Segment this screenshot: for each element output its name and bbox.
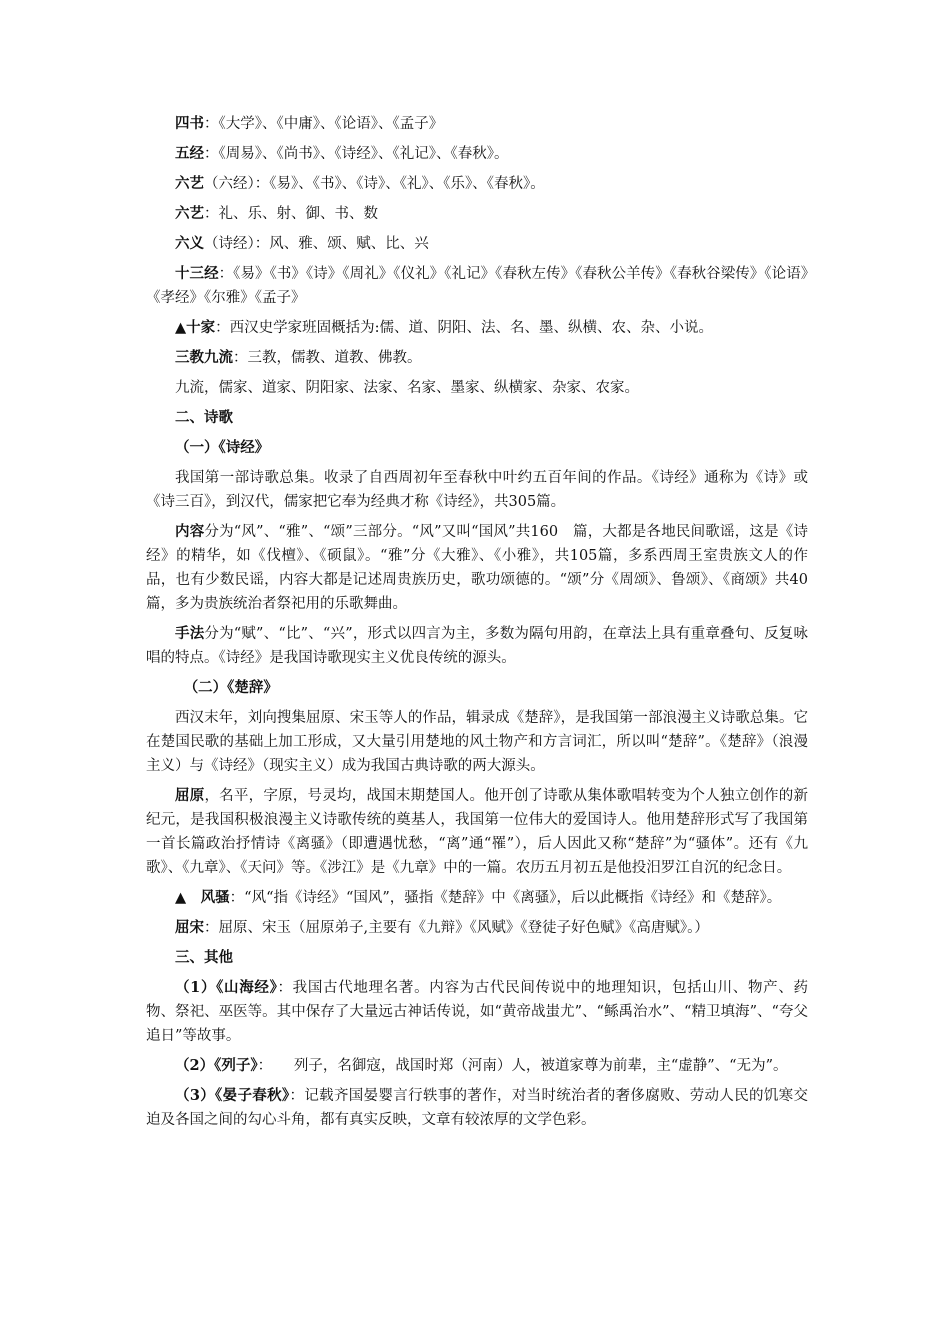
paragraph-chuci-intro: 西汉末年，刘向搜集屈原、宋玉等人的作品，辑录成《楚辞》，是我国第一部浪漫主义诗歌总集。它在楚国民歌的基础上加工形成，又大量引用楚地的风土物产和方言词汇，所以叫“楚辞”。《楚辞》（浪漫主义）与《诗经》（现实主义）成为我国古典诗歌的两大源头。	[146, 710, 808, 774]
paragraph-fengsao	[146, 886, 808, 910]
label-qusong: 屈宋	[175, 919, 204, 936]
line-jiuliu: 九流，儒家、道家、阴阳家、法家、名家、墨家、纵横家、杂家、农家。	[175, 380, 639, 396]
label-technique: 手法	[175, 625, 205, 642]
label-content: 内容	[175, 523, 205, 540]
label-liezi: （2）《列子》	[175, 1057, 258, 1074]
text-yanzi: ：记载齐国晏婴言行轶事的著作，对当时统治者的奢侈腐败、劳动人民的饥寒交迫及各国之间的勾心斗角，都有真实反映，文章有较浓厚的文学色彩。	[146, 1088, 808, 1128]
label-wujing: 五经	[175, 145, 204, 162]
text-shijia: ：西汉史学家班固概括为:儒、道、阴阳、法、名、墨、纵横、农、杂、小说。	[215, 320, 714, 336]
paragraph-quyuan	[146, 784, 808, 880]
text-liuyi-3: （诗经）：风、雅、颂、赋、比、兴	[204, 236, 429, 252]
label-liuyi-2: 六艺	[175, 205, 204, 222]
paragraph-shijing-technique	[146, 622, 808, 670]
document-page	[146, 112, 823, 1138]
label-sishu: 四书	[175, 115, 204, 132]
text-sanjiao: ：三教，儒教、道教、佛教。	[233, 350, 422, 366]
subsection-title-shijing: （一）《诗经》	[175, 439, 270, 456]
text-sishu: ：《大学》、《中庸》、《论语》、《孟子》	[204, 116, 444, 132]
subsection-title-chuci: （二）《楚辞》	[183, 679, 278, 696]
text-liuyi-2: ：礼、乐、射、御、书、数	[204, 206, 378, 222]
line-liuyi-liujing	[146, 172, 808, 196]
text-content: 分为“风”、“雅”、“颂”三部分。“风”又叫“国风”共160 篇，大都是各地民间歌谣，这是《诗经》的精华，如《伐檀》、《硕鼠》。“雅”分《大雅》、《小雅》，共105篇，多系西周王室贵族文人的作品，也有少数民谣，内容大都是记述周贵族历史，歌功颂德的。“颂”分《周颂》、鲁颂》、《商颂》共40 篇，多为贵族统治者祭祀用的乐歌舞曲。	[146, 524, 823, 612]
line-wujing	[146, 142, 808, 166]
label-shisanjing: 十三经	[175, 265, 219, 282]
label-quyuan: 屈原	[175, 787, 205, 804]
paragraph-yanzi	[146, 1084, 808, 1132]
paragraph-liezi	[146, 1054, 808, 1078]
label-yanzi: （3）《晏子春秋》	[175, 1087, 290, 1104]
label-liuyi-3: 六义	[175, 235, 204, 252]
section-title-others: 三、其他	[175, 949, 233, 966]
text-shisanjing: ：《易》《书》《诗》《周礼》《仪礼》《礼记》《春秋左传》《春秋公羊传》《春秋谷梁传》《论语》《孝经》《尔雅》《孟子》	[146, 266, 808, 306]
paragraph-shijing-content	[146, 520, 823, 616]
text-wujing: ：《周易》、《尚书》、《诗经》、《礼记》、《春秋》。	[204, 146, 509, 162]
label-shijia: ▲十家	[175, 319, 216, 336]
label-sanjiao: 三教九流	[175, 349, 233, 366]
text-technique: 分为“赋”、“比”、“兴”，形式以四言为主，多数为隔句用韵，在章法上具有重章叠句、反复咏唱的特点。《诗经》是我国诗歌现实主义优良传统的源头。	[146, 626, 809, 666]
section-title-poetry: 二、诗歌	[175, 409, 233, 426]
text-liuyi-1: （六经）：《易》、《书》、《诗》、《礼》、《乐》、《春秋》。	[204, 176, 545, 192]
label-shanhaijing: （1）《山海经》	[175, 979, 278, 996]
text-fengsao: ：“风“指《诗经》“国风”，骚指《楚辞》中《离骚》，后以此概指《诗经》和《楚辞》。	[229, 890, 782, 906]
text-shanhaijing: ：我国古代地理名著。内容为古代民间传说中的地理知识，包括山川、物产、药物、祭祀、巫医等。其中保存了大量远古神话传说，如“黄帝战蚩尤”、“鲧禹治水”、“精卫填海”、“夸父追日”等故事。	[146, 980, 808, 1044]
label-fengsao: ▲ 风骚	[175, 889, 230, 906]
line-shisanjing	[146, 262, 808, 310]
paragraph-shijing-intro: 我国第一部诗歌总集。收录了自西周初年至春秋中叶约五百年间的作品。《诗经》通称为《诗》或《诗三百》，到汉代，儒家把它奉为经典才称《诗经》，共305篇。	[146, 470, 808, 510]
text-liezi: ： 列子，名御寇，战国时郑（河南）人，被道家尊为前辈，主“虚静”、“无为”。	[257, 1058, 788, 1074]
line-sanjiao	[146, 346, 808, 370]
line-shijia	[146, 316, 808, 340]
line-liuyi-shijing	[146, 232, 808, 256]
line-liuyi	[146, 202, 808, 226]
text-quyuan: ，名平，字原，号灵均，战国末期楚国人。他开创了诗歌从集体歌唱转变为个人独立创作的新纪元，是我国积极浪漫主义诗歌传统的奠基人，我国第一位伟大的爱国诗人。他用楚辞形式写了我国第一首长篇政治抒情诗《离骚》（即遭遇忧愁，“离”通“罹”），后人因此又称“楚辞”为“骚体”。还有《九歌》、《九章》、《天问》等。《涉江》是《九章》中的一篇。农历五月初五是他投汨罗江自沉的纪念日。	[146, 788, 808, 876]
text-qusong: ：屈原、宋玉（屈原弟子,主要有《九辩》《风赋》《登徒子好色赋》《高唐赋》。）	[204, 920, 709, 936]
label-liuyi-1: 六艺	[175, 175, 204, 192]
paragraph-shanhaijing	[146, 976, 808, 1048]
line-sishu	[146, 112, 808, 136]
paragraph-qusong	[146, 916, 808, 940]
